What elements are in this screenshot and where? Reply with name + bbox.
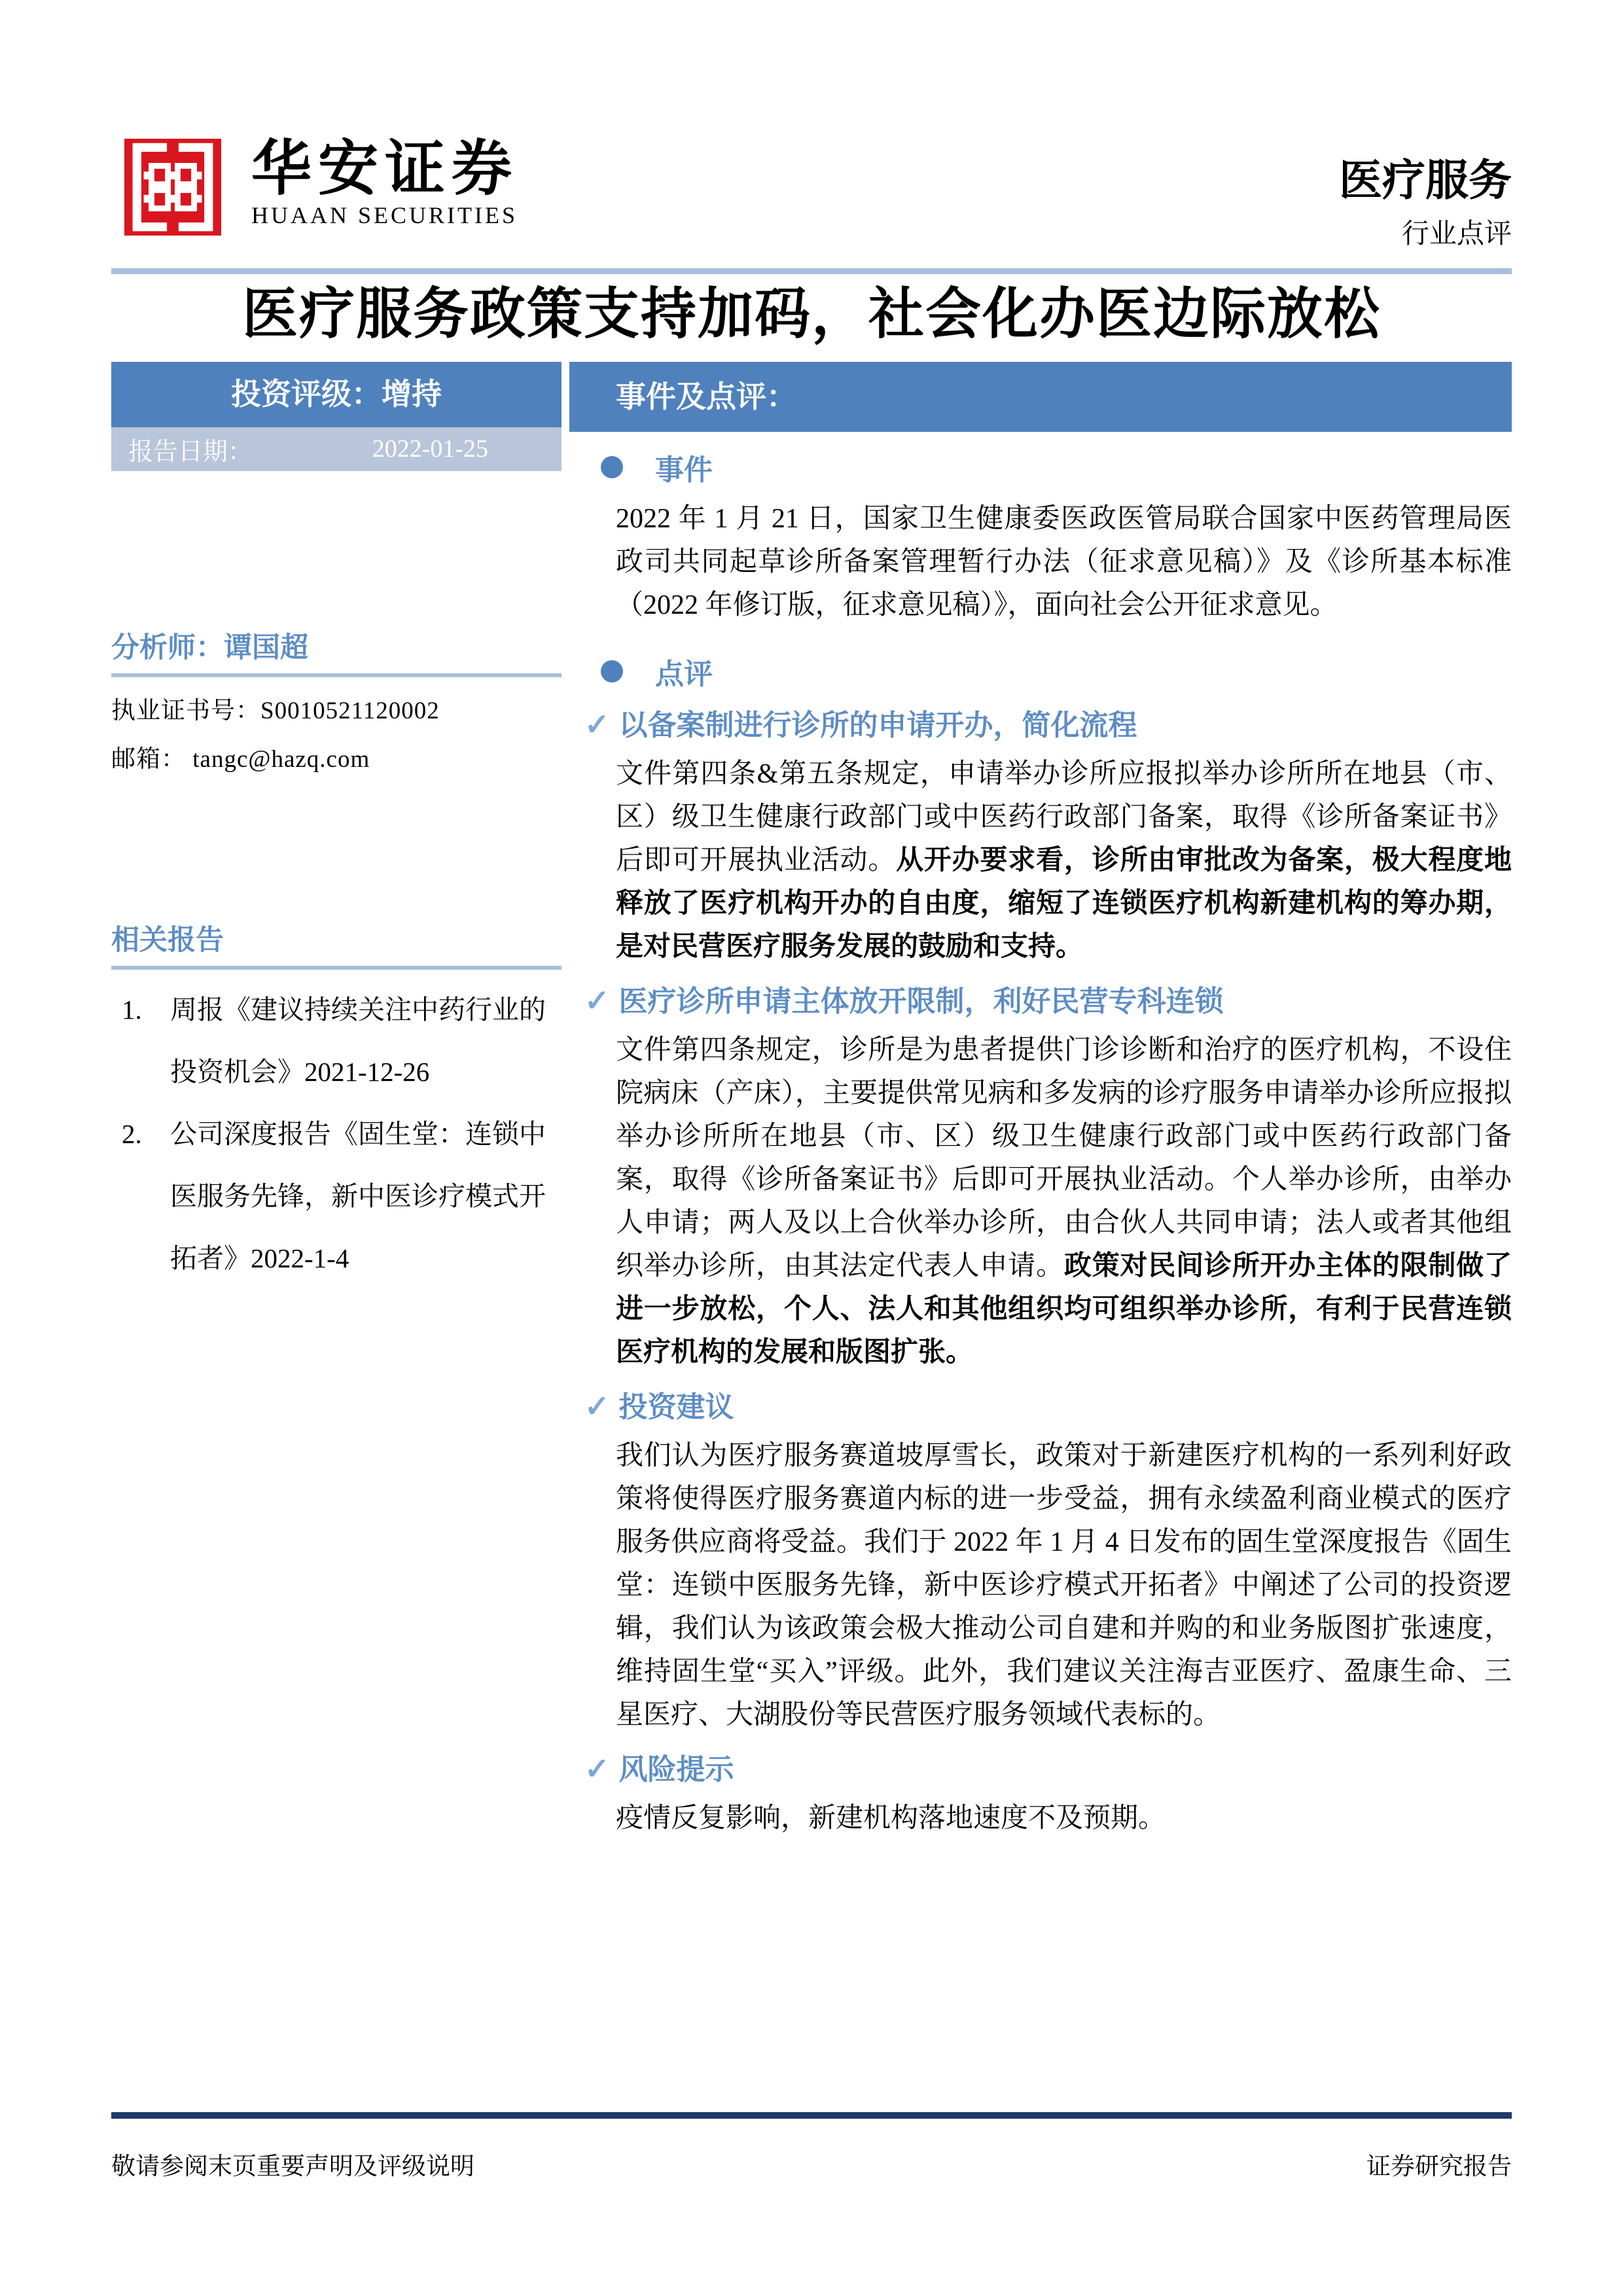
paragraph-bold: 政策对民间诊所开办主体的限制做了进一步放松，个人、法人和其他组织均可组织举办诊所，有利于民营连锁医疗机构的发展和版图扩张。: [616, 1250, 1512, 1368]
subsection-paragraph: [569, 752, 1512, 968]
page-footer: [111, 2112, 1512, 2181]
bullet-dot-icon: [601, 660, 623, 682]
related-report-number: 1.: [122, 994, 142, 1025]
event-heading-row: [569, 446, 1512, 488]
content-columns: [111, 362, 1512, 1840]
subsection-title: 以备案制进行诊所的申请开办，简化流程: [618, 709, 1137, 741]
company-logo-text: [251, 135, 519, 229]
company-name-cn: 华安证券: [251, 135, 519, 202]
footer-disclaimer: 敬请参阅末页重要声明及评级说明: [111, 2153, 474, 2180]
check-icon: ✓: [584, 707, 610, 741]
analyst-license: 执业证书号：S0010521120002: [111, 697, 440, 724]
related-report-item[interactable]: [111, 979, 562, 1103]
email-label: 邮箱：: [111, 745, 186, 773]
company-seal-icon: [124, 139, 221, 236]
sidebar: [111, 362, 562, 1840]
subsection-title: 投资建议: [618, 1390, 734, 1423]
subsection-heading-row: [569, 978, 1512, 1019]
email-value[interactable]: tangc@hazq.com: [192, 745, 370, 773]
comment-heading: 点评: [655, 658, 713, 690]
check-icon: ✓: [584, 983, 610, 1017]
footer-report-type: 证券研究报告: [1366, 2153, 1512, 2180]
event-paragraph: 2022 年 1 月 21 日，国家卫生健康委医政医管局联合国家中医药管理局医政司共同起草诊所备案管理暂行办法（征求意见稿）》及《诊所基本标准（2022 年修订版，征求意见稿）》，面向社会公开征求意见。: [616, 503, 1512, 620]
subsection-title: 风险提示: [618, 1753, 734, 1786]
header-right: [1339, 158, 1512, 251]
event-heading: 事件: [655, 453, 713, 486]
divider: [111, 966, 562, 970]
industry-label: 医疗服务: [1339, 157, 1512, 205]
company-logo: [124, 135, 519, 236]
related-report-number: 2.: [122, 1118, 142, 1149]
subsection-title: 医疗诊所申请主体放开限制，利好民营专科连锁: [618, 985, 1224, 1017]
section-header-bar: 事件及点评：: [569, 362, 1512, 432]
subsection-heading-row: [569, 1746, 1512, 1788]
divider: [111, 673, 562, 677]
subsection-paragraph: [569, 1029, 1512, 1374]
subsection-paragraph: [569, 1434, 1512, 1737]
report-date-row: [111, 427, 562, 471]
paragraph-normal: 我们认为医疗服务赛道坡厚雪长，政策对于新建医疗机构的一系列利好政策将使得医疗服务赛道内标的进一步受益，拥有永续盈利商业模式的医疗服务供应商将受益。我们于 2022 年 1 月 4 日发布的固生堂深度报告《固生堂：连锁中医服务先锋，新中医诊疗模式开拓者》中阐述了公司的投资逻辑，我们认为该政策会极大推动公司自建和并购的和业务版图扩张速度，维持固生堂“买入”评级。此外，我们建议关注海吉亚医疗、盈康生命、三星医疗、大湖股份等民营医疗服务领域代表标的。: [616, 1440, 1512, 1730]
paragraph-normal: 文件第四条规定，诊所是为患者提供门诊诊断和治疗的医疗机构，不设住院病床（产床），主要提供常见病和多发病的诊疗服务申请举办诊所应报拟举办诊所所在地县（市、区）级卫生健康行政部门或中医药行政部门备案，取得《诊所备案证书》后即可开展执业活动。个人举办诊所，由举办人申请；两人及以上合伙举办诊所，由合伙人共同申请；法人或者其他组织举办诊所，由其法定代表人申请。: [616, 1034, 1512, 1281]
company-name-en: HUAAN SECURITIES: [251, 202, 518, 228]
report-date-value: 2022-01-25: [372, 435, 488, 463]
footer-row: [111, 2146, 1512, 2181]
page-header: [111, 0, 1512, 274]
paragraph-bold: 从开办要求看，诊所由审批改为备案，极大程度地释放了医疗机构开办的自由度，缩短了连锁医疗机构新建机构的筹办期，是对民营医疗服务发展的鼓励和支持。: [616, 845, 1512, 962]
analyst-heading: 分析师：谭国超: [111, 632, 308, 663]
report-title: 医疗服务政策支持加码，社会化办医边际放松: [241, 284, 1381, 345]
check-icon: ✓: [584, 1752, 610, 1786]
report-type-label: 行业点评: [1401, 219, 1512, 249]
check-icon: ✓: [584, 1389, 610, 1423]
related-reports-list: [111, 979, 562, 1290]
paragraph-normal: 文件第四条&第五条规定，申请举办诊所应报拟举办诊所所在地县（市、区）级卫生健康行政部门或中医药行政部门备案，取得《诊所备案证书》后即可开展执业活动。: [616, 758, 1512, 875]
bullet-dot-icon: [601, 456, 623, 478]
report-date-label: 报告日期：: [128, 438, 253, 466]
related-report-title[interactable]: 周报《建议持续关注中药行业的投资机会》2021-12-26: [170, 994, 546, 1087]
analyst-email-row: [111, 739, 562, 774]
subsection-heading-row: [569, 1383, 1512, 1425]
paragraph-normal: 疫情反复影响，新建机构落地速度不及预期。: [616, 1803, 1166, 1833]
subsection-paragraph: [569, 1797, 1512, 1840]
related-report-item[interactable]: [111, 1103, 562, 1290]
comment-heading-row: [569, 650, 1512, 692]
main-content: [569, 362, 1512, 1840]
subsection-heading-row: [569, 701, 1512, 743]
investment-rating-badge: 投资评级：增持: [111, 362, 562, 427]
related-report-title[interactable]: 公司深度报告《固生堂：连锁中医服务先锋，新中医诊疗模式开拓者》2022-1-4: [170, 1118, 546, 1273]
related-reports-heading: 相关报告: [111, 925, 224, 956]
